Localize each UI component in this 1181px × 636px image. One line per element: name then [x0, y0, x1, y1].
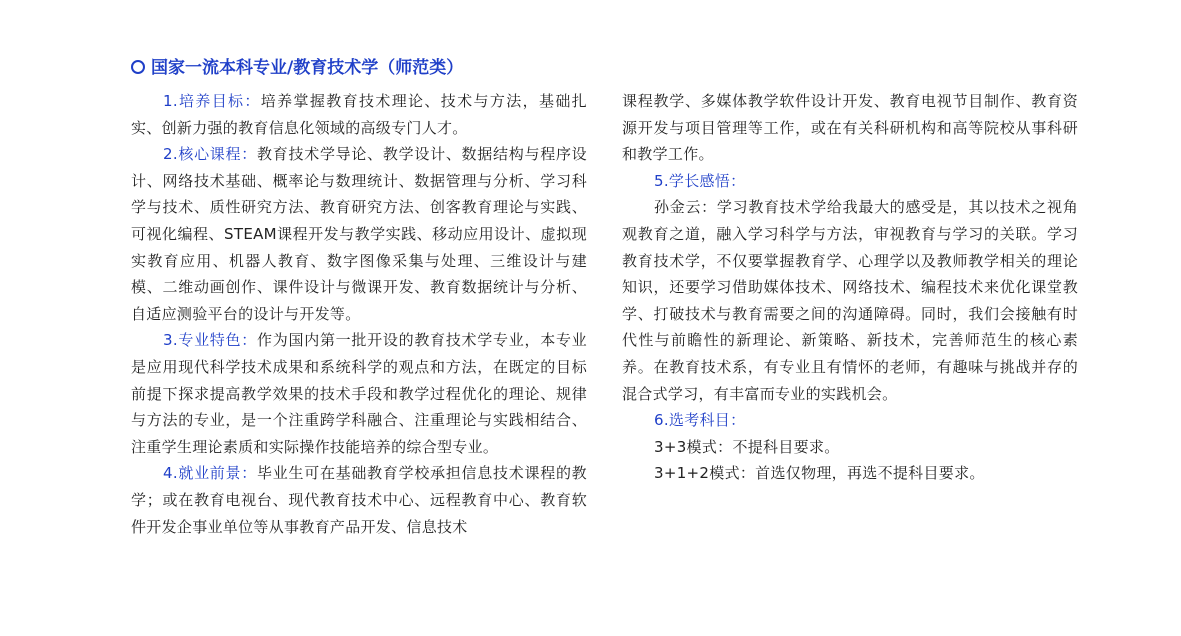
subjects-line-1: 3+3模式：不提科目要求。	[654, 437, 840, 456]
section-label: 6.选考科目：	[654, 411, 746, 430]
section-senior-reflection-heading	[622, 168, 1078, 195]
section-label: 4.就业前景：	[163, 464, 258, 483]
left-column	[131, 88, 587, 540]
section-career-prospects	[131, 460, 587, 540]
section-career-prospects-continued: 课程教学、多媒体教学软件设计开发、教育电视节目制作、教育资源开发与项目管理等工作，或在有关科研机构和高等院校从事科研和教学工作。	[622, 92, 1078, 164]
section-training-goal	[131, 88, 587, 141]
page-title	[131, 55, 463, 81]
circle-bullet-icon	[131, 60, 145, 74]
section-text: 培养掌握教育技术理论、技术与方法，基础扎实、创新力强的教育信息化领域的高级专门人才。	[131, 92, 587, 137]
subjects-line-2: 3+1+2模式：首选仅物理，再选不提科目要求。	[654, 464, 985, 483]
section-text: 作为国内第一批开设的教育技术学专业，本专业是应用现代科学技术成果和系统科学的观点和方法，在既定的目标前提下探求提高教学效果的技术手段和教学过程优化的理论、规律与方法的专业，是一个注重跨学科融合、注重理论与实践相结合、注重学生理论素质和实际操作技能培养的综合型专业。	[131, 331, 587, 456]
right-column	[622, 88, 1078, 487]
section-text: 毕业生可在基础教育学校承担信息技术课程的教学；或在教育电视台、现代教育技术中心、远程教育中心、教育软件开发企事业单位等从事教育产品开发、信息技术	[131, 464, 587, 536]
section-label: 1.培养目标：	[163, 92, 261, 110]
section-senior-reflection-text: 孙金云：学习教育技术学给我最大的感受是，其以技术之视角观教育之道，融入学习科学与方法，审视教育与学习的关联。学习教育技术学，不仅要掌握教育学、心理学以及教师教学相关的理论知识，还要学习借助媒体技术、网络技术、编程技术来优化课堂教学、打破技术与教育需要之间的沟通障碍。同时，我们会接触有时代性与前瞻性的新理论、新策略、新技术，完善师范生的核心素养。在教育技术系，有专业且有情怀的老师，有趣味与挑战并存的混合式学习，有丰富而专业的实践机会。	[622, 198, 1078, 403]
section-core-courses	[131, 141, 587, 327]
page-title-text: 国家一流本科专业/教育技术学（师范类）	[151, 58, 464, 78]
section-text: 教育技术学导论、教学设计、数据结构与程序设计、网络技术基础、概率论与数理统计、数据管理与分析、学习科学与技术、质性研究方法、教育研究方法、创客教育理论与实践、可视化编程、STEAM课程开发与教学实践、移动应用设计、虚拟现实教育应用、机器人教育、数字图像采集与处理、三维设计与建模、二维动画创作、课件设计与微课开发、教育数据统计与分析、自适应测验平台的设计与开发等。	[131, 145, 587, 323]
section-features	[131, 327, 587, 460]
section-subjects-heading	[622, 407, 1078, 434]
section-label: 2.核心课程：	[163, 145, 258, 164]
section-label: 5.学长感悟：	[654, 171, 746, 190]
section-label: 3.专业特色：	[163, 331, 258, 350]
